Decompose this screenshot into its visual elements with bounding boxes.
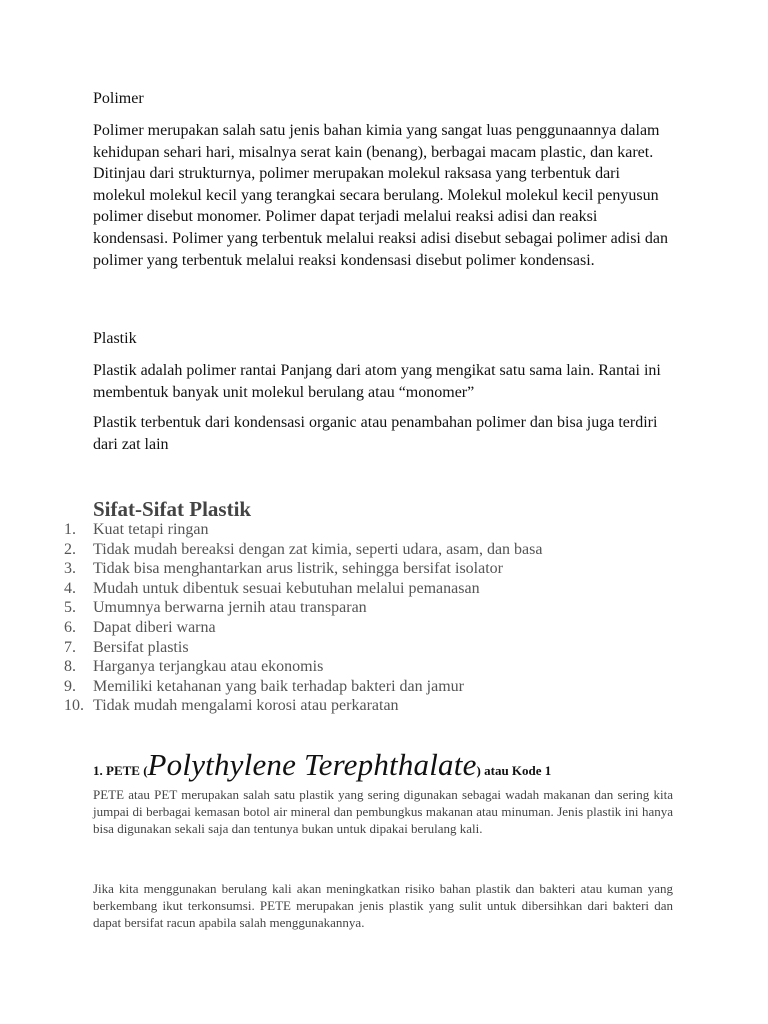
- list-item: [64, 520, 542, 540]
- list-item-number: 9.: [64, 677, 76, 695]
- list-item-number: 1.: [64, 521, 76, 538]
- list-item: [64, 618, 542, 638]
- list-item-number: 8.: [64, 658, 76, 676]
- list-item-text: Tidak mudah mengalami korosi atau perkaratan: [93, 697, 399, 715]
- sifat-plastik-list: [64, 520, 543, 716]
- list-item-text: Memiliki ketahanan yang baik terhadap bakteri dan jamur: [93, 677, 464, 695]
- list-item: [64, 540, 543, 560]
- list-item: [64, 598, 542, 618]
- plastik-paragraph-2: Plastik terbentuk dari kondensasi organic atau penambahan polimer dan bisa juga terdiri dari zat lain: [93, 414, 658, 453]
- list-item-text: Mudah untuk dibentuk sesuai kebutuhan melalui pemanasan: [93, 579, 480, 597]
- pete-heading-prefix: 1. PETE (: [93, 763, 148, 778]
- list-item-text: Bersifat plastis: [93, 638, 189, 656]
- pete-paragraph-1: PETE atau PET merupakan salah satu plastik yang sering digunakan sebagai wadah makanan dan sering kita jumpai di berbagai kemasan botol air mineral dan pembungkus makanan atau minuman. Jenis plastik ini hanya bisa digunakan sekali saja dan tentunya bukan untuk dipakai berulang kali.: [93, 787, 673, 836]
- sifat-plastik-title: Sifat-Sifat Plastik: [93, 497, 252, 521]
- list-item: [64, 559, 542, 579]
- pete-heading: [93, 747, 551, 783]
- list-item-number: 4.: [64, 579, 76, 597]
- list-item-text: Harganya terjangkau atau ekonomis: [93, 658, 324, 676]
- list-item-text: Umumnya berwarna jernih atau transparan: [93, 599, 367, 617]
- list-item-number: 10.: [64, 697, 84, 715]
- list-item: [64, 579, 542, 599]
- list-item-number: 3.: [64, 560, 76, 578]
- pete-heading-suffix: ) atau Kode 1: [476, 763, 552, 778]
- list-item-number: 6.: [64, 618, 76, 636]
- polimer-paragraph: Polimer merupakan salah satu jenis bahan kimia yang sangat luas penggunaannya dalam kehidupan sehari hari, misalnya serat kain (benang), berbagai macam plastic, dan karet. Ditinjau dari strukturnya, polimer merupakan molekul raksasa yang terbentuk dari molekul molekul kecil yang terangkai secara berulang. Molekul molekul kecil penyusun polimer disebut monomer. Polimer dapat terjadi melalui reaksi adisi dan reaksi kondensasi. Polimer yang terbentuk melalui reaksi adisi disebut sebagai polimer adisi dan polimer yang terbentuk melalui reaksi kondensasi disebut polimer kondensasi.: [93, 122, 668, 269]
- polimer-heading: Polimer: [93, 90, 144, 107]
- list-item-text: Kuat tetapi ringan: [93, 521, 209, 538]
- plastik-paragraph-1: Plastik adalah polimer rantai Panjang dari atom yang mengikat satu sama lain. Rantai ini membentuk banyak unit molekul berulang atau “monomer”: [93, 362, 661, 401]
- list-item-number: 7.: [64, 638, 76, 656]
- pete-heading-name: Polythylene Terephthalate: [147, 747, 477, 782]
- plastik-heading: Plastik: [93, 330, 137, 347]
- list-item-number: 5.: [64, 599, 76, 617]
- list-item: [64, 677, 542, 697]
- list-item-text: Dapat diberi warna: [93, 618, 216, 636]
- list-item: [64, 657, 542, 677]
- list-item-number: 2.: [64, 540, 76, 558]
- list-item: [64, 638, 542, 658]
- list-item: [64, 696, 542, 716]
- list-item-text: Tidak mudah bereaksi dengan zat kimia, seperti udara, asam, dan basa: [93, 540, 543, 558]
- pete-paragraph-2: Jika kita menggunakan berulang kali akan meningkatkan risiko bahan plastik dan bakteri atau kuman yang berkembang ikut terkonsumsi. PETE merupakan jenis plastik yang sulit untuk dibersihkan dari bakteri dan dapat bersifat racun apabila salah menggunakannya.: [93, 881, 673, 930]
- list-item-text: Tidak bisa menghantarkan arus listrik, sehingga bersifat isolator: [93, 560, 503, 578]
